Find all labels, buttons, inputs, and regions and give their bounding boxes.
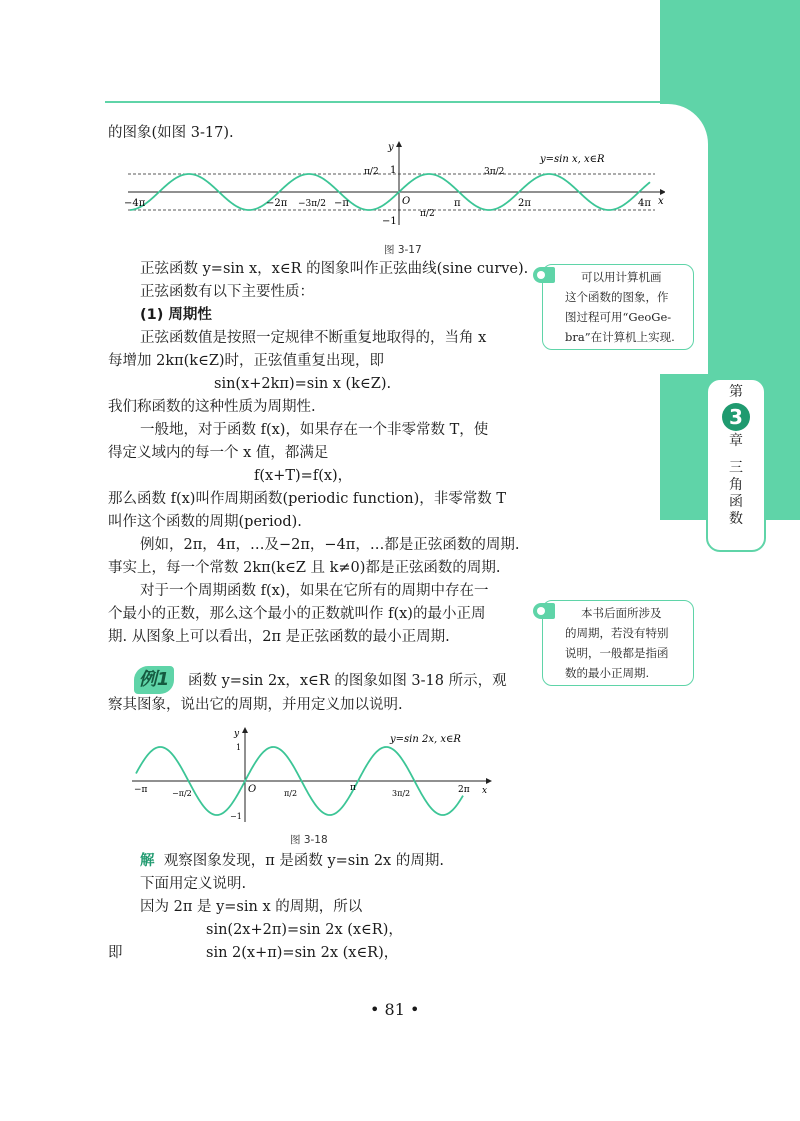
line-9: 得定义域内的每一个 x 值，都满足 (108, 445, 329, 461)
fig2-tick-negpi2: −π/2 (172, 789, 192, 798)
note-arrow-icon (533, 267, 555, 283)
note1-line-2: 这个函数的图象，作 (565, 290, 669, 304)
fig1-tick-pi: π (454, 198, 461, 209)
side-note-1 (542, 264, 694, 350)
example-line-1: 函数 y=sin 2x，x∈R 的图象如图 3-18 所示，观 (188, 673, 507, 689)
line-11: 那么函数 f(x)叫作周期函数(periodic function)，非零常数 T (108, 491, 507, 507)
chapter-number: 3 (722, 403, 750, 431)
fig2-tick-2pi: 2π (458, 785, 470, 795)
formula-2: f(x+T)=f(x)， (254, 468, 353, 484)
fig2-tick-origin: O (248, 784, 257, 795)
fig1-tick-3pi2-top: 3π/2 (484, 167, 505, 177)
fig2-tick-3pi2: 3π/2 (392, 789, 411, 798)
line-1: 正弦函数 y=sin x，x∈R 的图象叫作正弦曲线(sine curve). (140, 261, 529, 277)
solution-tag: 解 (140, 853, 155, 869)
line-17: 期. 从图象上可以看出，2π 是正弦函数的最小正周期. (108, 629, 450, 645)
line-8: 一般地，对于函数 f(x)，如果存在一个非零常数 T，使 (140, 422, 489, 438)
note2-line-4: 数的最小正周期. (565, 666, 650, 680)
fig1-tick-neg2pi: −2π (266, 198, 288, 209)
fig2-tick-neg1: −1 (230, 812, 242, 821)
fig1-label: y=sin x, x∈R (540, 154, 605, 165)
formula-3: sin(2x+2π)=sin 2x (x∈R)， (206, 922, 403, 938)
chapter-title-1: 三 (729, 460, 743, 476)
intro-line: 的图象(如图 3-17). (108, 125, 234, 141)
line-15: 对于一个周期函数 f(x)，如果在它所有的周期中存在一 (140, 583, 489, 599)
fig1-axis-x: x (658, 196, 664, 207)
chapter-title-3: 函 (729, 494, 743, 510)
chapter-tab (706, 378, 766, 552)
fig1-tick-origin: O (402, 196, 411, 207)
header-rule (105, 101, 665, 103)
fig2-tick-negpi: −π (134, 785, 148, 795)
page-number: • 81 • (370, 1000, 420, 1019)
chapter-title-4: 数 (729, 511, 743, 527)
note2-line-3: 说明，一般都是指函 (565, 646, 669, 660)
note1-line-3: 图过程可用“GeoGe- (565, 310, 672, 324)
line-14: 事实上，每一个常数 2kπ(k∈Z 且 k≠0)都是正弦函数的周期. (108, 560, 501, 576)
fig2-caption: 图 3-18 (290, 834, 328, 846)
fig1-tick-neg4pi: −4π (124, 198, 146, 209)
fig1-tick-2pi: 2π (518, 198, 531, 209)
line-13: 例如，2π，4π，…及−2π，−4π，…都是正弦函数的周期. (140, 537, 520, 553)
example-line-2: 察其图象，说出它的周期，并用定义加以说明. (108, 697, 403, 713)
fig1-tick-pi2: π/2 (420, 209, 435, 219)
fig1-tick-neg3pi2: −3π/2 (298, 199, 326, 209)
line-4: 正弦函数值是按照一定规律不断重复地取得的，当角 x (140, 330, 487, 346)
fig2-tick-pi2: π/2 (284, 789, 298, 798)
figure-3-17 (120, 140, 665, 230)
fig2-tick-pi: π (350, 783, 356, 793)
note1-line-4: bra”在计算机上实现. (565, 330, 675, 344)
fig2-label: y=sin 2x, x∈R (390, 734, 461, 745)
solution-line-2: 下面用定义说明. (140, 876, 247, 892)
note2-line-1: 本书后面所涉及 (581, 606, 662, 620)
fig1-tick-4pi: 4π (638, 198, 651, 209)
note1-line-1: 可以用计算机画 (581, 270, 662, 284)
solution-text-1: 观察图象发现，π 是函数 y=sin 2x 的周期. (163, 853, 444, 869)
fig2-tick-1: 1 (236, 743, 242, 752)
note2-line-2: 的周期，若没有特别 (565, 626, 669, 640)
chapter-zhang: 章 (729, 433, 743, 449)
line-2: 正弦函数有以下主要性质： (140, 284, 314, 300)
fig1-tick-1: 1 (390, 165, 397, 176)
line-16: 个最小的正数，那么这个最小的正数就叫作 f(x)的最小正周 (108, 606, 486, 622)
formula-1: sin(x+2kπ)=sin x (k∈Z). (214, 376, 392, 392)
fig1-axis-y: y (388, 142, 394, 153)
example-tag: 例1 (134, 666, 174, 694)
fig2-axis-y: y (234, 729, 240, 739)
fig1-caption: 图 3-17 (384, 244, 422, 256)
chapter-di: 第 (729, 384, 743, 400)
line-5: 每增加 2kπ(k∈Z)时，正弦值重复出现，即 (108, 353, 385, 369)
figure-3-18 (128, 726, 493, 826)
fig1-tick-neg1: −1 (382, 216, 397, 227)
fig2-axis-x: x (482, 786, 488, 796)
solution-line-1 (140, 850, 444, 872)
fig1-tick-negpi: −π (334, 198, 349, 209)
side-note-2 (542, 600, 694, 686)
line-12: 叫作这个函数的周期(period). (108, 514, 302, 530)
line-7: 我们称函数的这种性质为周期性. (108, 399, 316, 415)
chapter-title-2: 角 (729, 477, 743, 493)
fig1-tick-pi2-top: π/2 (364, 167, 379, 177)
solution-line-3: 因为 2π 是 y=sin x 的周期，所以 (140, 899, 363, 915)
section-heading: (1) 周期性 (140, 307, 212, 323)
formula-4: sin 2(x+π)=sin 2x (x∈R)， (206, 945, 399, 961)
note-arrow-icon (533, 603, 555, 619)
solution-lead: 即 (108, 945, 123, 961)
